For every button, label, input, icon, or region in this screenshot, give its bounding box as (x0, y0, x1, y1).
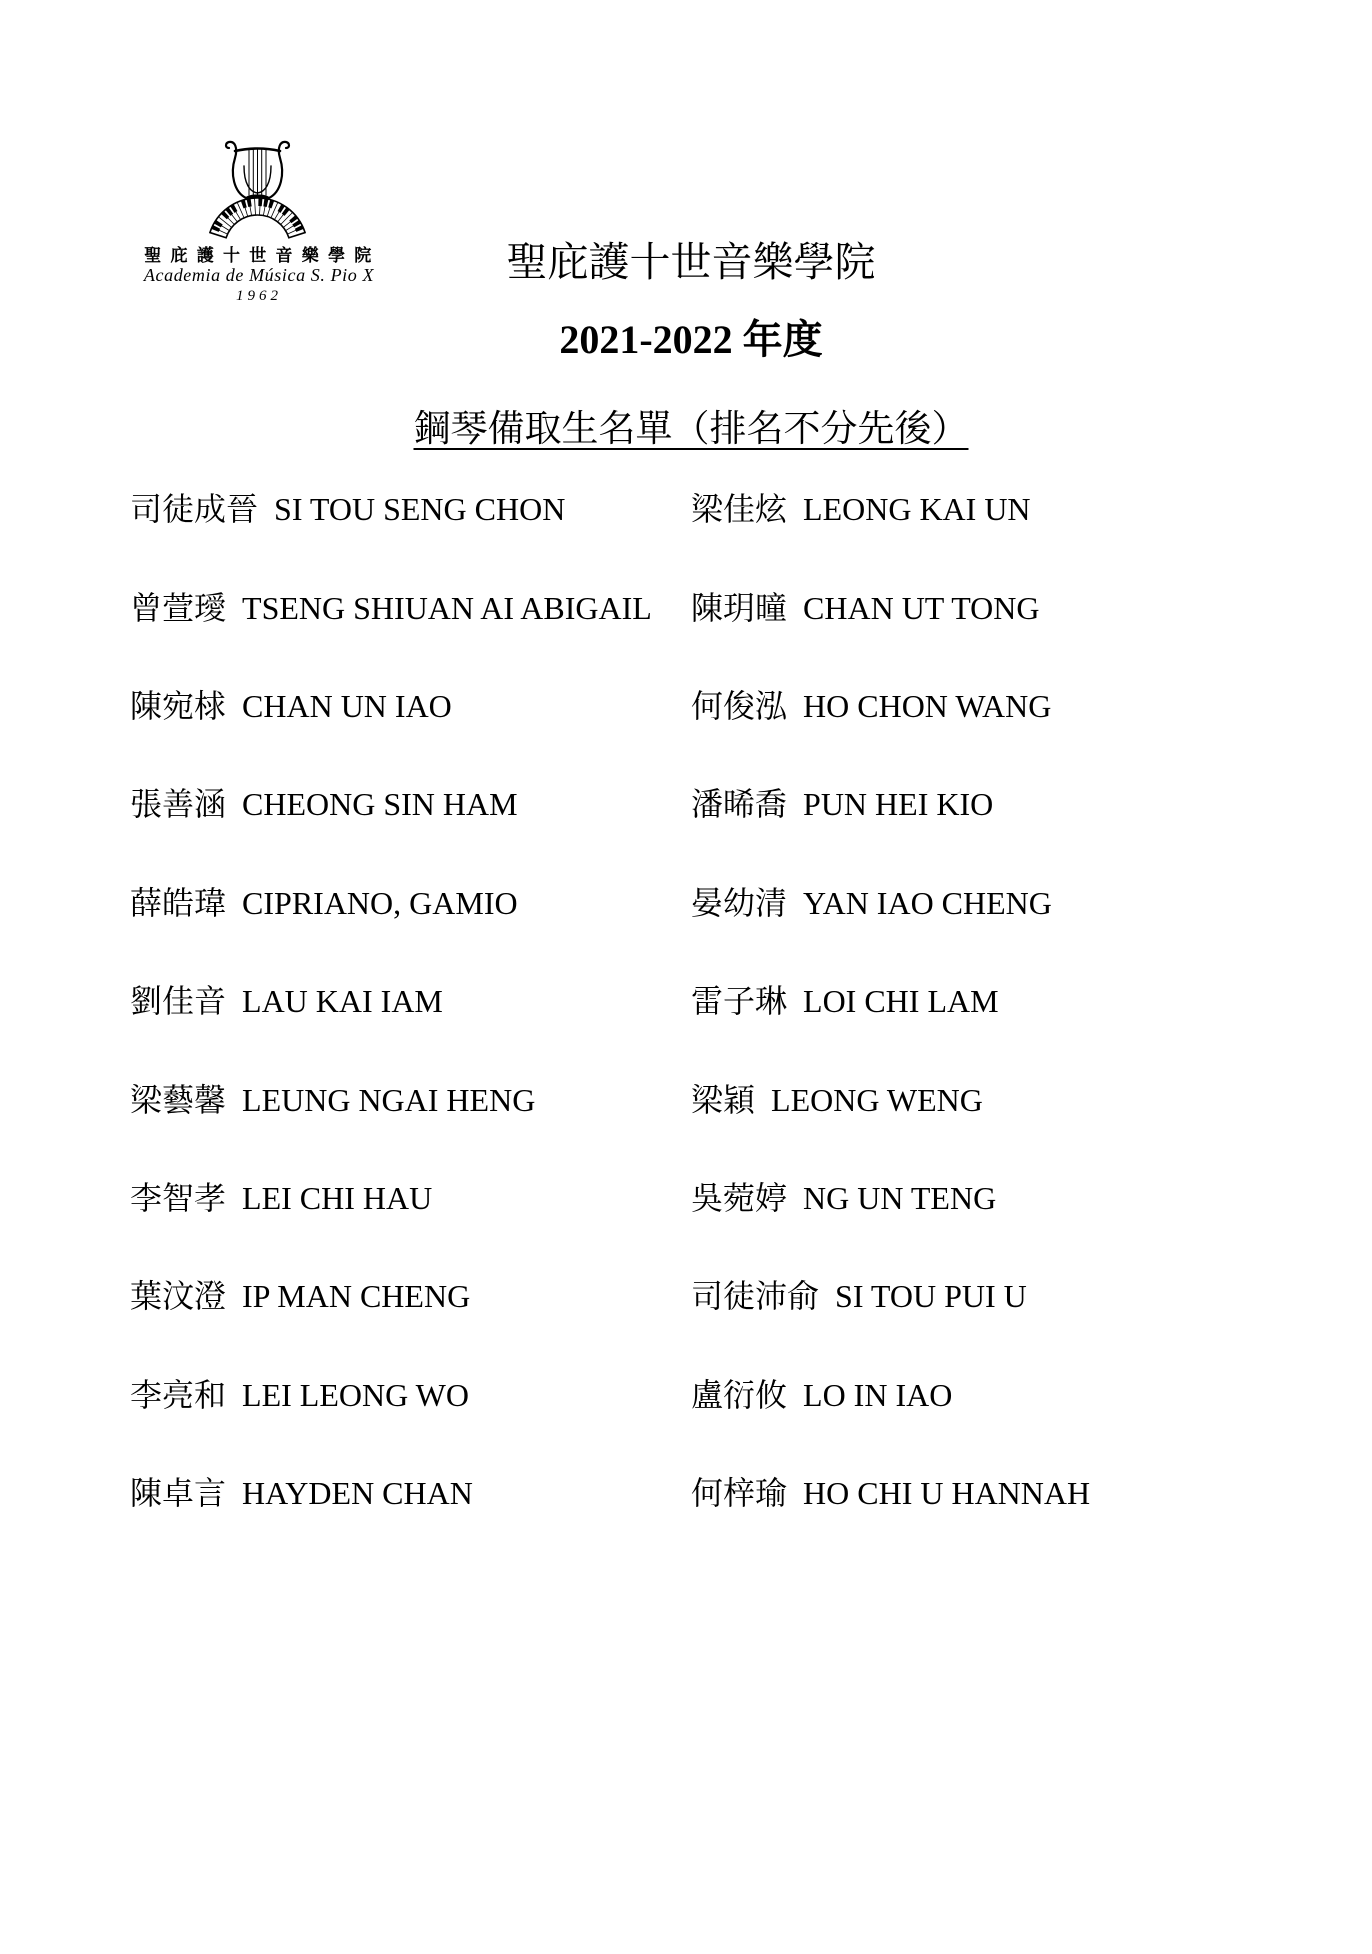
list-item (691, 558, 1090, 656)
chinese-name: 葉汶澄 (130, 1278, 227, 1315)
chinese-name: 李智孝 (130, 1179, 227, 1216)
chinese-name: 雷子琳 (691, 983, 788, 1020)
english-name: HAYDEN CHAN (242, 1475, 473, 1512)
list-item (130, 854, 652, 952)
english-name: SI TOU SENG CHON (274, 491, 566, 528)
lyre-icon (226, 142, 289, 202)
english-name: LEI CHI HAU (242, 1179, 433, 1216)
english-name: HO CHI U HANNAH (803, 1475, 1091, 1512)
list-item (691, 657, 1090, 755)
chinese-name: 潘晞喬 (691, 786, 788, 823)
english-name: CHAN UT TONG (803, 589, 1040, 626)
english-name: LOI CHI LAM (803, 983, 999, 1020)
english-name: LAU KAI IAM (242, 983, 443, 1020)
chinese-name: 陳玥曈 (691, 589, 788, 626)
chinese-name: 薛皓瑋 (130, 884, 227, 921)
chinese-name: 曾萱璦 (130, 589, 227, 626)
list-item (130, 460, 652, 558)
chinese-name: 何梓瑜 (691, 1475, 788, 1512)
english-name: LEUNG NGAI HENG (242, 1081, 536, 1118)
english-name: LEONG WENG (771, 1081, 983, 1118)
english-name: CHEONG SIN HAM (242, 786, 518, 823)
english-name: HO CHON WANG (803, 687, 1052, 724)
english-name: PUN HEI KIO (803, 786, 994, 823)
list-item (691, 1346, 1090, 1444)
logo-founding-year: 1962 (236, 288, 282, 304)
list-item (130, 1444, 652, 1542)
list-item (691, 854, 1090, 952)
chinese-name: 梁佳炫 (691, 491, 788, 528)
chinese-name: 陳卓言 (130, 1475, 227, 1512)
english-name: YAN IAO CHENG (803, 884, 1052, 921)
list-item (130, 1149, 652, 1247)
english-name: NG UN TENG (803, 1179, 997, 1216)
chinese-name: 張善涵 (130, 786, 227, 823)
list-item (130, 657, 652, 755)
list-title: 鋼琴備取生名單（排名不分先後） (413, 409, 969, 450)
list-item (691, 1050, 1090, 1148)
name-column-left (130, 460, 652, 1542)
list-item (130, 1050, 652, 1148)
english-name: LEONG KAI UN (803, 491, 1031, 528)
chinese-name: 梁藝馨 (130, 1081, 227, 1118)
list-item (130, 755, 652, 853)
list-item (691, 1149, 1090, 1247)
chinese-name: 司徒成晉 (130, 491, 259, 528)
list-item (130, 558, 652, 656)
piano-keyboard-icon (210, 198, 305, 238)
name-column-right (691, 460, 1090, 1542)
lyre-keyboard-icon (200, 136, 315, 244)
chinese-name: 陳宛梂 (130, 687, 227, 724)
chinese-name: 梁穎 (691, 1081, 756, 1118)
chinese-name: 吳菀婷 (691, 1179, 788, 1216)
list-item (130, 1346, 652, 1444)
list-item (130, 952, 652, 1050)
english-name: TSENG SHIUAN AI ABIGAIL (242, 589, 652, 626)
list-item (130, 1247, 652, 1345)
english-name: CHAN UN IAO (242, 687, 452, 724)
chinese-name: 司徒沛俞 (691, 1278, 820, 1315)
institution-title: 聖庇護十世音樂學院 (506, 239, 876, 285)
logo-name-portuguese: Academia de Música S. Pio X (143, 265, 375, 285)
chinese-name: 盧衍攸 (691, 1376, 788, 1413)
list-item (691, 755, 1090, 853)
english-name: CIPRIANO, GAMIO (242, 884, 518, 921)
english-name: LO IN IAO (803, 1376, 953, 1413)
list-item (691, 1247, 1090, 1345)
chinese-name: 劉佳音 (130, 983, 227, 1020)
chinese-name: 何俊泓 (691, 687, 788, 724)
list-item (691, 1444, 1090, 1542)
logo-name-chinese: 聖 庇 護 十 世 音 樂 學 院 (144, 246, 374, 265)
list-item (691, 460, 1090, 558)
english-name: SI TOU PUI U (835, 1278, 1027, 1315)
english-name: LEI LEONG WO (242, 1376, 469, 1413)
english-name: IP MAN CHENG (242, 1278, 471, 1315)
chinese-name: 李亮和 (130, 1376, 227, 1413)
chinese-name: 晏幼清 (691, 884, 788, 921)
list-item (691, 952, 1090, 1050)
keyboard-band (210, 198, 305, 238)
academic-year: 2021-2022 年度 (559, 317, 823, 362)
